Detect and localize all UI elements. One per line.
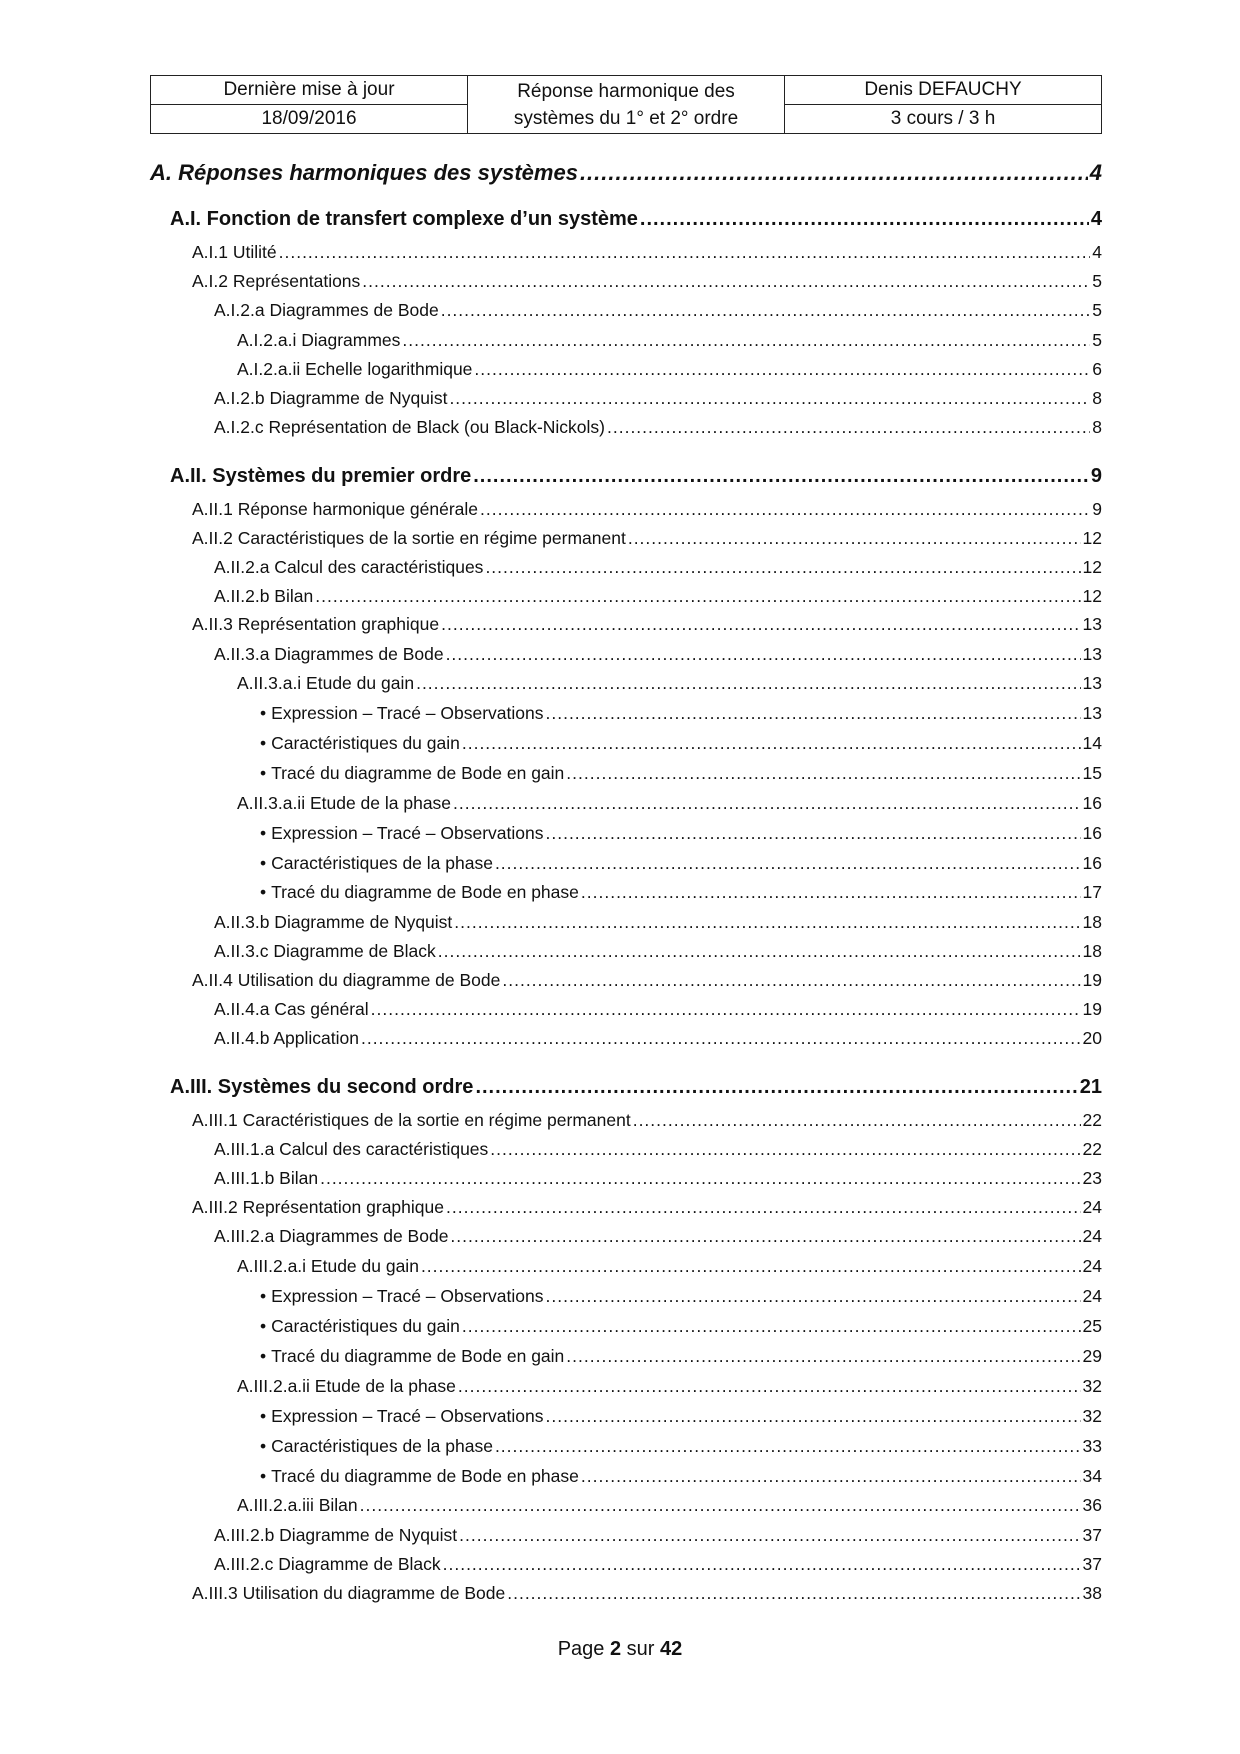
toc-entry-page: 5 xyxy=(1092,271,1102,291)
toc-entry[interactable] xyxy=(192,499,1102,520)
toc-leader-dots xyxy=(546,823,1081,844)
footer-current-page: 2 xyxy=(609,1638,622,1660)
toc-entry[interactable] xyxy=(260,1346,1102,1367)
toc-entry-label: A.II.3.a Diagrammes de Bode xyxy=(214,644,444,664)
toc-entry[interactable] xyxy=(260,1286,1102,1307)
toc-leader-dots xyxy=(453,793,1080,814)
toc-entry-page: 12 xyxy=(1082,528,1102,548)
toc-leader-dots xyxy=(458,1376,1081,1397)
toc-entry-label: A.III.2.a.ii Etude de la phase xyxy=(237,1376,456,1396)
toc-entry-page: 32 xyxy=(1082,1406,1102,1426)
document-title-line1: Réponse harmonique des xyxy=(517,80,735,102)
toc-entry-label: A.II.2.a Calcul des caractéristiques xyxy=(214,557,484,577)
toc-entry[interactable] xyxy=(214,1028,1102,1049)
toc-entry-label: A.II.3.b Diagramme de Nyquist xyxy=(214,912,453,932)
toc-entry-page: 38 xyxy=(1082,1583,1102,1603)
toc-entry-page: 32 xyxy=(1082,1376,1102,1396)
toc-entry-label: A.II. Systèmes du premier ordre xyxy=(170,465,472,487)
toc-entry-page: 8 xyxy=(1092,417,1102,437)
toc-entry[interactable] xyxy=(214,586,1102,607)
toc-entry[interactable] xyxy=(237,359,1102,380)
toc-entry[interactable] xyxy=(260,1406,1102,1427)
toc-entry-label: A.I. Fonction de transfert complexe d’un système xyxy=(170,208,638,230)
toc-entry-page: 13 xyxy=(1082,673,1102,693)
toc-entry-page: 16 xyxy=(1082,853,1102,873)
toc-entry-page: 22 xyxy=(1082,1110,1102,1130)
toc-entry-page: 37 xyxy=(1082,1525,1102,1545)
toc-leader-dots xyxy=(490,1139,1080,1160)
toc-entry[interactable] xyxy=(170,208,1102,231)
toc-leader-dots xyxy=(441,300,1091,321)
toc-leader-dots xyxy=(607,417,1090,438)
toc-entry[interactable] xyxy=(237,673,1102,694)
toc-leader-dots xyxy=(360,1495,1081,1516)
toc-leader-dots xyxy=(441,614,1080,635)
toc-entry[interactable] xyxy=(214,1525,1102,1546)
toc-entry-label: A.II.3.a.i Etude du gain xyxy=(237,673,415,693)
toc-entry-label: A.II.4.b Application xyxy=(214,1028,359,1048)
toc-entry-label: A.III.2.b Diagramme de Nyquist xyxy=(214,1525,458,1545)
toc-entry-label: • Tracé du diagramme de Bode en gain xyxy=(260,1346,564,1367)
toc-entry-page: 9 xyxy=(1092,499,1102,519)
toc-entry-label: • Expression – Tracé – Observations xyxy=(260,1286,544,1307)
toc-entry-label: A.II.3.a.ii Etude de la phase xyxy=(237,793,452,813)
toc-entry[interactable] xyxy=(192,528,1102,549)
toc-entry[interactable] xyxy=(214,999,1102,1020)
toc-entry-label: A.III.2.a Diagrammes de Bode xyxy=(214,1226,449,1246)
toc-entry-label: A.III.1.a Calcul des caractéristiques xyxy=(214,1139,489,1159)
toc-entry-label: A.I.2.c Représentation de Black (ou Black-Nickols) xyxy=(214,417,605,437)
toc-leader-dots xyxy=(581,882,1081,903)
toc-entry-label: A.II.3 Représentation graphique xyxy=(192,614,440,634)
toc-entry[interactable] xyxy=(260,882,1102,903)
last-update-date: 18/09/2016 xyxy=(151,105,468,134)
toc-entry[interactable] xyxy=(260,733,1102,754)
toc-entry[interactable] xyxy=(192,1583,1102,1604)
toc-leader-dots xyxy=(581,1466,1081,1487)
toc-entry[interactable] xyxy=(214,1554,1102,1575)
toc-entry-label: A.III.2.a.iii Bilan xyxy=(237,1495,358,1515)
toc-entry-page: 23 xyxy=(1082,1168,1102,1188)
toc-leader-dots xyxy=(566,763,1080,784)
toc-leader-dots xyxy=(546,1286,1081,1307)
toc-leader-dots xyxy=(495,853,1081,874)
toc-leader-dots xyxy=(421,1256,1081,1277)
toc-entry-label: A.III.1 Caractéristiques de la sortie en régime permanent xyxy=(192,1110,631,1130)
toc-leader-dots xyxy=(320,1168,1080,1189)
toc-entry-page: 13 xyxy=(1082,703,1102,723)
toc-entry-label: A. Réponses harmoniques des systèmes xyxy=(150,160,578,185)
toc-entry-label: A.I.1 Utilité xyxy=(192,242,277,262)
toc-entry-page: 36 xyxy=(1082,1495,1102,1515)
toc-entry-page: 8 xyxy=(1092,388,1102,408)
toc-entry[interactable] xyxy=(214,912,1102,933)
toc-leader-dots xyxy=(416,673,1080,694)
toc-leader-dots xyxy=(402,330,1090,351)
toc-leader-dots xyxy=(454,912,1080,933)
course-duration: 3 cours / 3 h xyxy=(785,105,1102,134)
toc-entry-page: 37 xyxy=(1082,1554,1102,1574)
toc-leader-dots xyxy=(502,970,1080,991)
toc-leader-dots xyxy=(640,208,1089,231)
toc-leader-dots xyxy=(362,271,1090,292)
footer-of-word: sur xyxy=(626,1638,655,1660)
toc-leader-dots xyxy=(474,359,1090,380)
toc-entry-page: 29 xyxy=(1082,1346,1102,1366)
toc-leader-dots xyxy=(279,242,1091,263)
toc-entry-label: A.I.2.a Diagrammes de Bode xyxy=(214,300,439,320)
toc-entry[interactable] xyxy=(170,1076,1102,1099)
toc-entry[interactable] xyxy=(260,703,1102,724)
toc-leader-dots xyxy=(546,703,1081,724)
toc-entry-page: 22 xyxy=(1082,1139,1102,1159)
toc-entry-label: A.III. Systèmes du second ordre xyxy=(170,1076,474,1098)
header-table xyxy=(150,75,1102,134)
toc-leader-dots xyxy=(485,557,1080,578)
toc-entry[interactable] xyxy=(237,330,1102,351)
toc-entry[interactable] xyxy=(214,1168,1102,1189)
toc-entry-label: A.II.4.a Cas général xyxy=(214,999,369,1019)
toc-entry-label: A.I.2.a.ii Echelle logarithmique xyxy=(237,359,473,379)
document-title-line2: systèmes du 1° et 2° ordre xyxy=(513,107,739,129)
toc-leader-dots xyxy=(580,160,1088,186)
toc-entry[interactable] xyxy=(192,271,1102,292)
toc-entry-page: 9 xyxy=(1090,465,1102,487)
toc-entry-page: 12 xyxy=(1082,557,1102,577)
toc-leader-dots xyxy=(361,1028,1081,1049)
toc-entry[interactable] xyxy=(214,1139,1102,1160)
toc-entry[interactable] xyxy=(192,1197,1102,1218)
toc-entry-page: 4 xyxy=(1092,242,1102,262)
toc-entry-label: A.III.2 Représentation graphique xyxy=(192,1197,444,1217)
toc-entry-label: • Tracé du diagramme de Bode en phase xyxy=(260,1466,579,1487)
toc-leader-dots xyxy=(462,1316,1081,1337)
toc-entry-page: 18 xyxy=(1082,912,1102,932)
toc-leader-dots xyxy=(566,1346,1080,1367)
toc-entry[interactable] xyxy=(214,300,1102,321)
toc-entry-page: 34 xyxy=(1082,1466,1102,1486)
toc-entry[interactable] xyxy=(214,557,1102,578)
toc-entry-label: • Caractéristiques du gain xyxy=(260,1316,460,1337)
toc-entry[interactable] xyxy=(214,1226,1102,1247)
toc-entry-page: 17 xyxy=(1082,882,1102,902)
toc-entry-label: A.II.4 Utilisation du diagramme de Bode xyxy=(192,970,501,990)
toc-leader-dots xyxy=(473,465,1089,488)
toc-entry-label: A.III.1.b Bilan xyxy=(214,1168,319,1188)
toc-entry-label: A.III.2.a.i Etude du gain xyxy=(237,1256,419,1276)
toc-entry[interactable] xyxy=(237,1256,1102,1277)
toc-leader-dots xyxy=(546,1406,1081,1427)
toc-entry-page: 5 xyxy=(1092,300,1102,320)
toc-entry-label: • Expression – Tracé – Observations xyxy=(260,823,544,844)
toc-leader-dots xyxy=(443,1554,1081,1575)
toc-entry-page: 24 xyxy=(1082,1256,1102,1276)
toc-entry-page: 4 xyxy=(1090,208,1102,230)
toc-leader-dots xyxy=(495,1436,1081,1457)
toc-entry-label: A.I.2.a.i Diagrammes xyxy=(237,330,401,350)
toc-entry[interactable] xyxy=(170,465,1102,488)
toc-leader-dots xyxy=(450,1226,1080,1247)
toc-entry[interactable] xyxy=(260,853,1102,874)
toc-entry-label: A.I.2 Représentations xyxy=(192,271,361,291)
toc-leader-dots xyxy=(371,999,1081,1020)
toc-entry-page: 13 xyxy=(1082,644,1102,664)
toc-entry-page: 19 xyxy=(1082,999,1102,1019)
document-title xyxy=(468,76,785,134)
toc-entry-label: • Expression – Tracé – Observations xyxy=(260,703,544,724)
toc-entry[interactable] xyxy=(214,644,1102,665)
toc-leader-dots xyxy=(438,941,1081,962)
toc-leader-dots xyxy=(480,499,1090,520)
toc-entry-page: 24 xyxy=(1082,1286,1102,1306)
toc-entry-label: A.III.2.c Diagramme de Black xyxy=(214,1554,441,1574)
toc-entry[interactable] xyxy=(260,1466,1102,1487)
page-footer xyxy=(0,1638,1240,1661)
toc-entry-page: 19 xyxy=(1082,970,1102,990)
toc-entry[interactable] xyxy=(214,417,1102,438)
toc-entry[interactable] xyxy=(260,1436,1102,1457)
toc-leader-dots xyxy=(475,1076,1077,1099)
toc-entry-page: 33 xyxy=(1082,1436,1102,1456)
toc-entry[interactable] xyxy=(192,1110,1102,1131)
toc-entry-page: 16 xyxy=(1082,823,1102,843)
toc-entry[interactable] xyxy=(237,793,1102,814)
toc-entry-page: 18 xyxy=(1082,941,1102,961)
toc-entry-page: 12 xyxy=(1082,586,1102,606)
toc-entry-page: 24 xyxy=(1082,1226,1102,1246)
toc-leader-dots xyxy=(462,733,1081,754)
toc-entry-label: A.III.3 Utilisation du diagramme de Bode xyxy=(192,1583,506,1603)
toc-entry[interactable] xyxy=(192,970,1102,991)
toc-entry-page: 14 xyxy=(1082,733,1102,753)
toc-entry-page: 4 xyxy=(1089,160,1102,185)
toc-leader-dots xyxy=(628,528,1081,549)
toc-leader-dots xyxy=(507,1583,1080,1604)
toc-entry-label: • Expression – Tracé – Observations xyxy=(260,1406,544,1427)
toc-entry[interactable] xyxy=(192,242,1102,263)
toc-entry[interactable] xyxy=(260,763,1102,784)
toc-entry-label: • Caractéristiques de la phase xyxy=(260,1436,493,1457)
toc-entry-label: • Caractéristiques de la phase xyxy=(260,853,493,874)
toc-leader-dots xyxy=(459,1525,1080,1546)
toc-entry[interactable] xyxy=(260,823,1102,844)
toc-entry[interactable] xyxy=(150,160,1102,186)
toc-entry-label: A.II.2.b Bilan xyxy=(214,586,314,606)
toc-entry-label: • Caractéristiques du gain xyxy=(260,733,460,754)
toc-entry-page: 25 xyxy=(1082,1316,1102,1336)
toc-entry[interactable] xyxy=(237,1376,1102,1397)
toc-entry-label: A.II.3.c Diagramme de Black xyxy=(214,941,436,961)
author: Denis DEFAUCHY xyxy=(785,76,1102,105)
toc-leader-dots xyxy=(315,586,1080,607)
toc-entry-page: 20 xyxy=(1082,1028,1102,1048)
toc-entry-page: 24 xyxy=(1082,1197,1102,1217)
toc-entry-page: 5 xyxy=(1092,330,1102,350)
toc-leader-dots xyxy=(446,644,1081,665)
toc-entry-label: A.II.2 Caractéristiques de la sortie en régime permanent xyxy=(192,528,626,548)
toc-leader-dots xyxy=(633,1110,1081,1131)
toc-entry-label: A.II.1 Réponse harmonique générale xyxy=(192,499,479,519)
last-update-label: Dernière mise à jour xyxy=(151,76,468,105)
toc-entry-page: 15 xyxy=(1082,763,1102,783)
toc-entry[interactable] xyxy=(214,388,1102,409)
toc-entry[interactable] xyxy=(214,941,1102,962)
toc-entry-page: 21 xyxy=(1079,1076,1102,1098)
toc-entry[interactable] xyxy=(192,614,1102,635)
toc-entry-label: • Tracé du diagramme de Bode en gain xyxy=(260,763,564,784)
footer-total-pages: 42 xyxy=(660,1638,683,1660)
toc-entry[interactable] xyxy=(237,1495,1102,1516)
toc-leader-dots xyxy=(446,1197,1081,1218)
toc-entry-page: 6 xyxy=(1092,359,1102,379)
toc-leader-dots xyxy=(449,388,1090,409)
toc-entry-page: 16 xyxy=(1082,793,1102,813)
toc-entry-label: A.I.2.b Diagramme de Nyquist xyxy=(214,388,448,408)
toc-entry[interactable] xyxy=(260,1316,1102,1337)
toc-entry-label: • Tracé du diagramme de Bode en phase xyxy=(260,882,579,903)
footer-page-word: Page xyxy=(557,1638,605,1660)
toc-entry-page: 13 xyxy=(1082,614,1102,634)
